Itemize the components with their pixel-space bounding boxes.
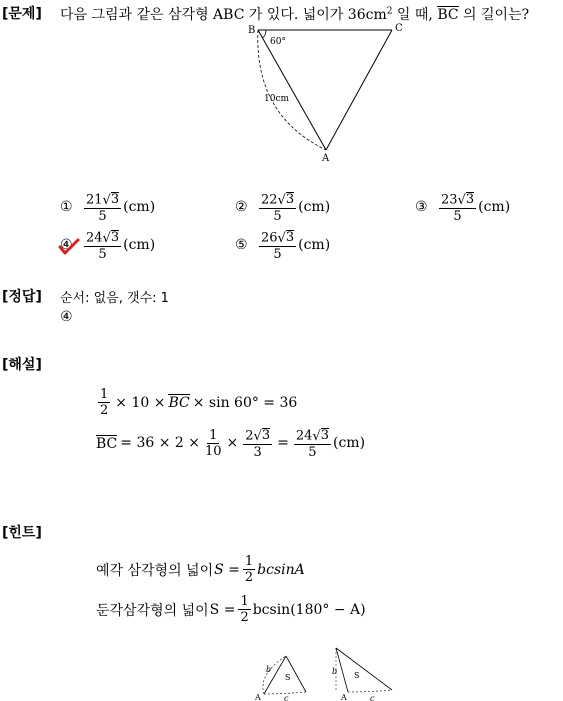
vertex-b-label: B	[248, 25, 256, 36]
hint-line-2: 둔각삼각형의 넓이 S = $\frac{1}{2}$ bcsin(180° − A)	[96, 594, 366, 625]
svg-text:S: S	[354, 671, 360, 680]
choice-3[interactable]: ③ 23 √ 3 5 (cm)	[415, 192, 511, 224]
choice-number: ④	[60, 237, 73, 254]
answer-meta: 순서: 없음, 갯수: 1	[60, 291, 169, 306]
angle-label: 60°	[270, 37, 286, 47]
choice-number: ③	[415, 199, 428, 216]
answer-label: [정답]	[2, 289, 42, 305]
hint-label: [힌트]	[2, 525, 42, 541]
problem-label: [문제]	[2, 6, 42, 22]
check-mark-icon	[58, 238, 80, 256]
vertex-c-label: C	[395, 23, 403, 34]
explanation-line-2: BC = 36 × 2 × $\frac{1}{10}$ × 2 √ 3 3 = 24 √ 3 5 (cm)	[96, 427, 366, 460]
explanation-line-1: $\frac{1}{2}$ × 10 × BC × sin 60° = 36	[100, 387, 298, 418]
choice-1[interactable]: ① 21 √ 3 5 (cm)	[60, 192, 156, 224]
choice-number: ①	[60, 199, 73, 216]
choice-2[interactable]: ② 22 √ 3 5 (cm)	[235, 192, 331, 224]
question-text: 다음 그림과 같은 삼각형 ABC 가 있다. 넓이가 $36cm^2$ 일 때, BC 의 길이는?	[60, 6, 530, 23]
triangle-figure	[240, 20, 410, 165]
svg-text:A: A	[341, 693, 347, 701]
svg-text:b: b	[332, 667, 338, 676]
choice-number: ⑤	[235, 237, 248, 254]
svg-text:c: c	[284, 694, 289, 701]
choice-5[interactable]: ⑤ 26 √ 3 5 (cm)	[235, 230, 331, 262]
svg-text:c: c	[370, 694, 375, 701]
choice-4[interactable]: ④ 24 √ 3 5 (cm)	[60, 230, 156, 262]
explanation-label: [해설]	[2, 357, 42, 373]
hint-line-1: 예각 삼각형의 넓이 S = $\frac{1}{2}$ bcsinA	[96, 554, 305, 585]
choice-number: ②	[235, 199, 248, 216]
svg-text:A: A	[255, 693, 261, 701]
side-label: 10cm	[264, 94, 290, 104]
vertex-a-label: A	[322, 153, 330, 164]
hint-figure	[252, 644, 402, 701]
svg-text:S: S	[285, 673, 291, 682]
answer-value: ④	[60, 309, 73, 325]
svg-text:b: b	[266, 665, 272, 674]
